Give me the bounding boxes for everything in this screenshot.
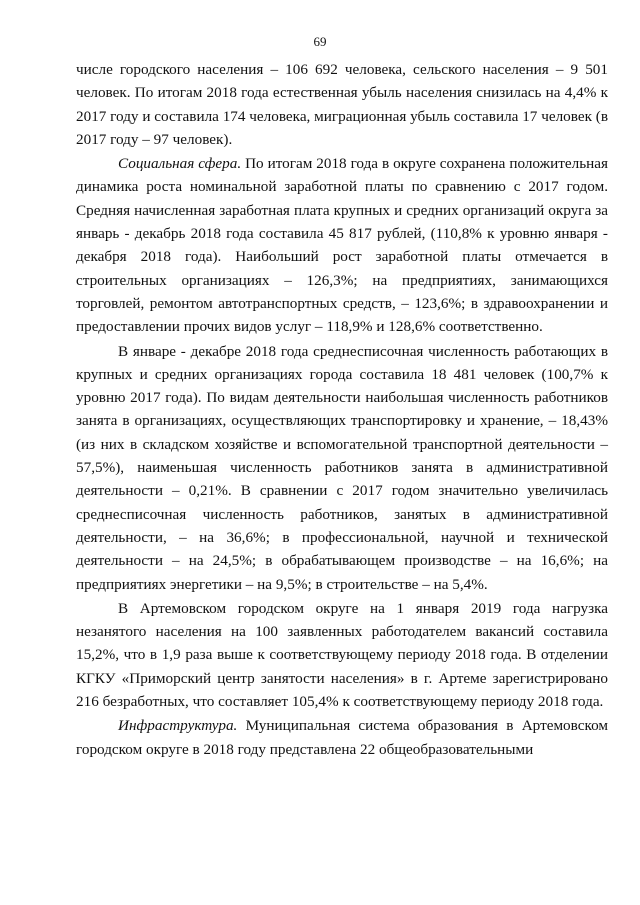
paragraph-unemployment — [76, 597, 608, 713]
paragraph-social-sphere — [76, 152, 608, 338]
paragraph-text: По итогам 2018 года в округе сохранена положительная динамика роста номинальной заработной платы по сравнению с 2017 годом. Средняя начисленная заработная плата крупных и средних организаций округа за январь - декабрь 2018 года составила 45 817 рублей, (110,8% к уровню января - декабря 2018 года). Наибольший рост заработной платы отмечается в строительных организациях – 126,3%; на предприятиях, занимающихся торговлей, ремонтом автотранспортных средств, – 123,6%; в здравоохранении и предоставлении прочих видов услуг – 118,9% и 128,6% соответственно. — [76, 155, 608, 336]
section-lead-infrastructure: Инфраструктура. — [118, 717, 238, 735]
paragraph-population — [76, 58, 608, 151]
paragraph-text: В январе - декабре 2018 года среднесписочная численность работающих в крупных и средних организациях города составила 18 481 человек (100,7% к уровню 2017 года). По видам деятельности наибольшая численность работников занята в организациях, осуществляющих транспортировку и хранение, – 18,43% (из них в складском хозяйстве и вспомогательной транспортной деятельности – 57,5%), наименьшая численность работников занята в административной деятельности – 0,21%. В сравнении с 2017 годом значительно увеличилась среднесписочная численность работников, занятых в административной деятельности, – на 36,6%; в профессиональной, научной и технической деятельности – на 24,5%; в обрабатывающем производстве – на 16,6%; на предприятиях энергетики – на 9,5%; в строительстве – на 5,4%. — [76, 342, 608, 593]
paragraph-text: Муниципальная система образования в Артемовском городском округе в 2018 году представлена 22 общеобразовательными — [76, 717, 608, 758]
paragraph-infrastructure — [76, 714, 608, 761]
section-lead-social: Социальная сфера. — [118, 155, 242, 173]
paragraph-text: В Артемовском городском округе на 1 января 2019 года нагрузка незанятого населения на 100 заявленных работодателем вакансий составила 15,2%, что в 1,9 раза выше к соответствующему периоду 2018 года. В отделении КГКУ «Приморский центр занятости населения» в г. Артеме зарегистрировано 216 безработных, что составляет 105,4% к соответствующему периоду 2018 года. — [76, 599, 608, 711]
paragraph-text: числе городского населения – 106 692 человека, сельского населения – 9 501 человек. По итогам 2018 года естественная убыль населения снизилась на 4,4% к 2017 году и составила 174 человека, миграционная убыль составила 17 человек (в 2017 году – 97 человек). — [76, 61, 608, 148]
paragraph-employment — [76, 340, 608, 596]
page-number: 69 — [313, 34, 327, 49]
document-body — [76, 58, 608, 761]
